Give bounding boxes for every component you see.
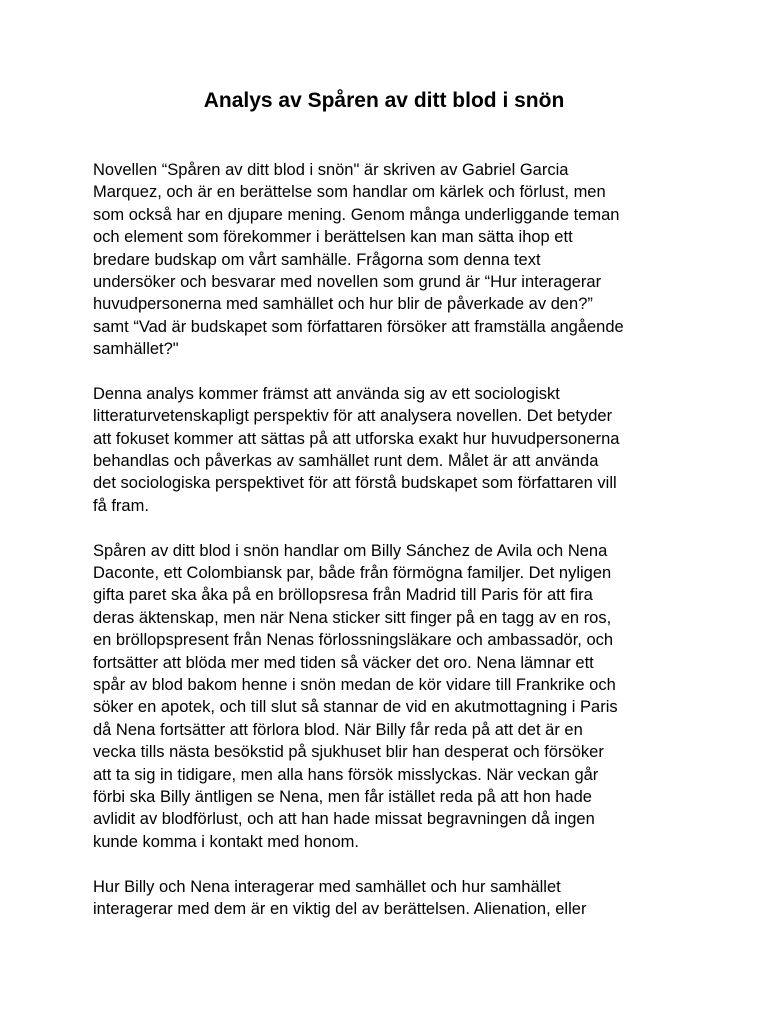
text-line: huvudpersonerna med samhället och hur blir de påverkade av den?”	[93, 295, 593, 314]
text-line: att fokuset kommer att sättas på att utforska exakt hur huvudpersonerna	[93, 429, 620, 448]
paragraph	[93, 876, 693, 921]
text-line: Novellen “Spåren av ditt blod i snön" är skriven av Gabriel Garcia	[93, 161, 569, 179]
document-title: Analys av Spåren av ditt blod i snön	[203, 89, 565, 112]
text-line: Spåren av ditt blod i snön handlar om Billy Sánchez de Avila och Nena	[93, 541, 608, 560]
text-line: vecka tills nästa besökstid på sjukhuset blir han desperat och försöker	[93, 743, 604, 762]
text-line: deras äktenskap, men när Nena sticker sitt finger på en tagg av en ros,	[93, 608, 612, 627]
text-line: som också har en djupare mening. Genom många underliggande teman	[93, 205, 620, 224]
text-line: bredare budskap om vårt samhälle. Frågorna som denna text	[93, 250, 541, 269]
text-line: samt “Vad är budskapet som författaren försöker att framställa angående	[93, 317, 624, 336]
document-body	[93, 159, 693, 943]
text-line: interagerar med dem är en viktig del av berättelsen. Alienation, eller	[93, 899, 587, 918]
text-line: avlidit av blodförlust, och att han hade missat begravningen då ingen	[93, 810, 595, 829]
text-line: Denna analys kommer främst att använda sig av ett sociologiskt	[93, 384, 560, 403]
text-line: söker en apotek, och till slut så stannar de vid en akutmottagning i Paris	[93, 698, 618, 717]
text-line: en bröllopspresent från Nenas förlossningsläkare och ambassadör, och	[93, 631, 614, 650]
text-line: det sociologiska perspektivet för att förstå budskapet som författaren vill	[93, 474, 617, 493]
text-line: att ta sig in tidigare, men alla hans försök misslyckas. När veckan går	[93, 765, 599, 784]
text-line: spår av blod bakom henne i snön medan de kör vidare till Frankrike och	[93, 675, 616, 694]
text-line: gifta paret ska åka på en bröllopsresa från Madrid till Paris för att fira	[93, 586, 593, 605]
paragraph	[93, 383, 693, 517]
text-line: då Nena fortsätter att förlora blod. När Billy får reda på att det är en	[93, 720, 583, 739]
text-line: litteraturvetenskapligt perspektiv för att analysera novellen. Det betyder	[93, 407, 613, 426]
text-line: behandlas och påverkas av samhället runt dem. Målet är att använda	[93, 452, 599, 471]
paragraph	[93, 540, 693, 853]
text-line: samhället?"	[93, 340, 179, 359]
text-line: Marquez, och är en berättelse som handlar om kärlek och förlust, men	[93, 183, 606, 202]
text-line: och element som förekommer i berättelsen kan man sätta ihop ett	[93, 228, 573, 247]
text-line: Daconte, ett Colombiansk par, både från förmögna familjer. Det nyligen	[93, 564, 612, 583]
text-line: Hur Billy och Nena interagerar med samhället och hur samhället	[93, 877, 561, 896]
text-line: förbi ska Billy äntligen se Nena, men får istället reda på att hon hade	[93, 787, 592, 806]
paragraph	[93, 159, 693, 361]
text-line: få fram.	[93, 496, 149, 515]
text-line: fortsätter att blöda mer med tiden så väcker det oro. Nena lämnar ett	[93, 653, 594, 672]
text-line: kunde komma i kontakt med honom.	[93, 832, 359, 851]
text-line: undersöker och besvarar med novellen som grund är “Hur interagerar	[93, 272, 602, 291]
